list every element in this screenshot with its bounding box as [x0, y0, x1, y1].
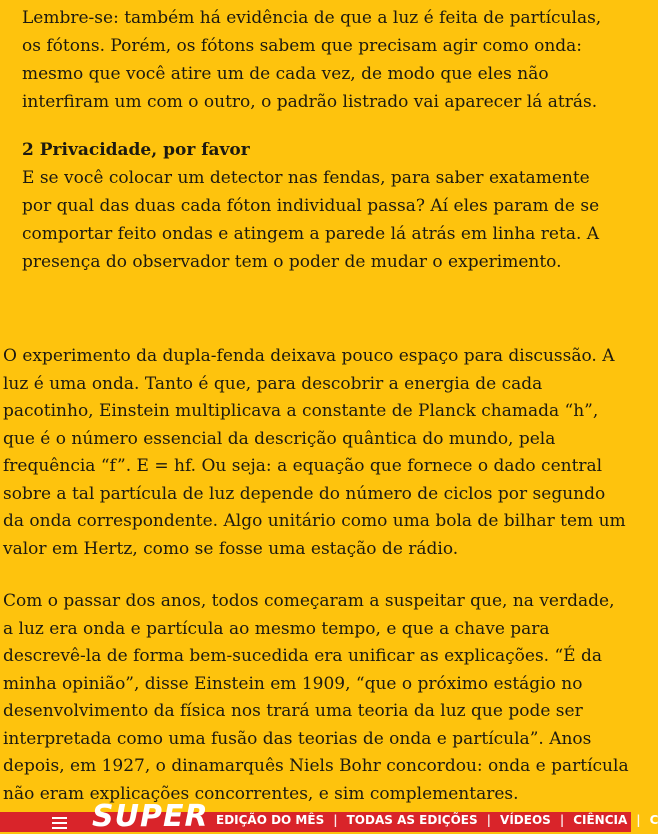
nav-separator: |	[333, 813, 338, 827]
nav-links	[216, 814, 658, 826]
article-paragraph: Com o passar dos anos, todos começaram a suspeitar que, na verdade, a luz era onda e partícula ao mesmo tempo, e que a chave para descrevê-la de forma bem-sucedida era unificar as explicações. “É da minha opinião”, disse Einstein em 1909, “que o próximo estágio no desenvolvimento da física nos trará uma teoria da luz que pode ser interpretada como uma fusão das teorias de onda e partícula”. Anos depois, em 1927, o dinamarquês Niels Bohr concordou: onda e partícula não eram explicações concorrentes, e sim complementares.	[3, 591, 629, 804]
box-paragraph: E se você colocar um detector nas fendas, para saber exatamente por qual das duas cada fóton individual passa? Aí eles param de se comportar feito ondas e atingem a parede lá atrás em linha reta. A presença do observador tem o poder de mudar o experimento.	[22, 168, 600, 272]
article-body	[3, 343, 630, 808]
nav-separator: |	[559, 813, 565, 827]
nav-link-videos[interactable]: VÍDEOS	[500, 813, 551, 827]
hamburger-menu-icon[interactable]	[52, 817, 67, 832]
nav-link-ciencia[interactable]: CIÊNCIA	[573, 813, 628, 827]
nav-separator: |	[636, 813, 641, 827]
nav-separator: |	[486, 813, 492, 827]
site-logo[interactable]: SUPER	[92, 799, 209, 834]
nav-link-edicao-do-mes[interactable]: EDIÇÃO DO MÊS	[216, 813, 325, 827]
box-paragraph: Lembre-se: também há evidência de que a luz é feita de partículas, os fótons. Porém, os fótons sabem que precisam agir como onda: mesmo que você atire um de cada vez, de modo que eles não interfiram um com o outro, o padrão listrado vai aparecer lá atrás.	[22, 8, 602, 112]
nav-link-todas-as-edicoes[interactable]: TODAS AS EDIÇÕES	[346, 813, 478, 827]
bottom-navbar	[0, 799, 658, 834]
nav-link-truncated[interactable]: C	[649, 813, 658, 827]
highlight-box	[22, 4, 622, 276]
article-paragraph: O experimento da dupla-fenda deixava pouco espaço para discussão. A luz é uma onda. Tanto é que, para descobrir a energia de cada pacotinho, Einstein multiplicava a constante de Planck chamada “h”, que é o número essencial da descrição quântica do mundo, pela frequência “f”. E = hf. Ou seja: a equação que fornece o dado central sobre a tal partícula de luz depende do número de ciclos por segundo da onda correspondente. Algo unitário como uma bola de bilhar tem um valor em Hertz, como se fosse uma estação de rádio.	[3, 346, 626, 559]
box-heading: 2 Privacidade, por favor	[22, 140, 250, 160]
